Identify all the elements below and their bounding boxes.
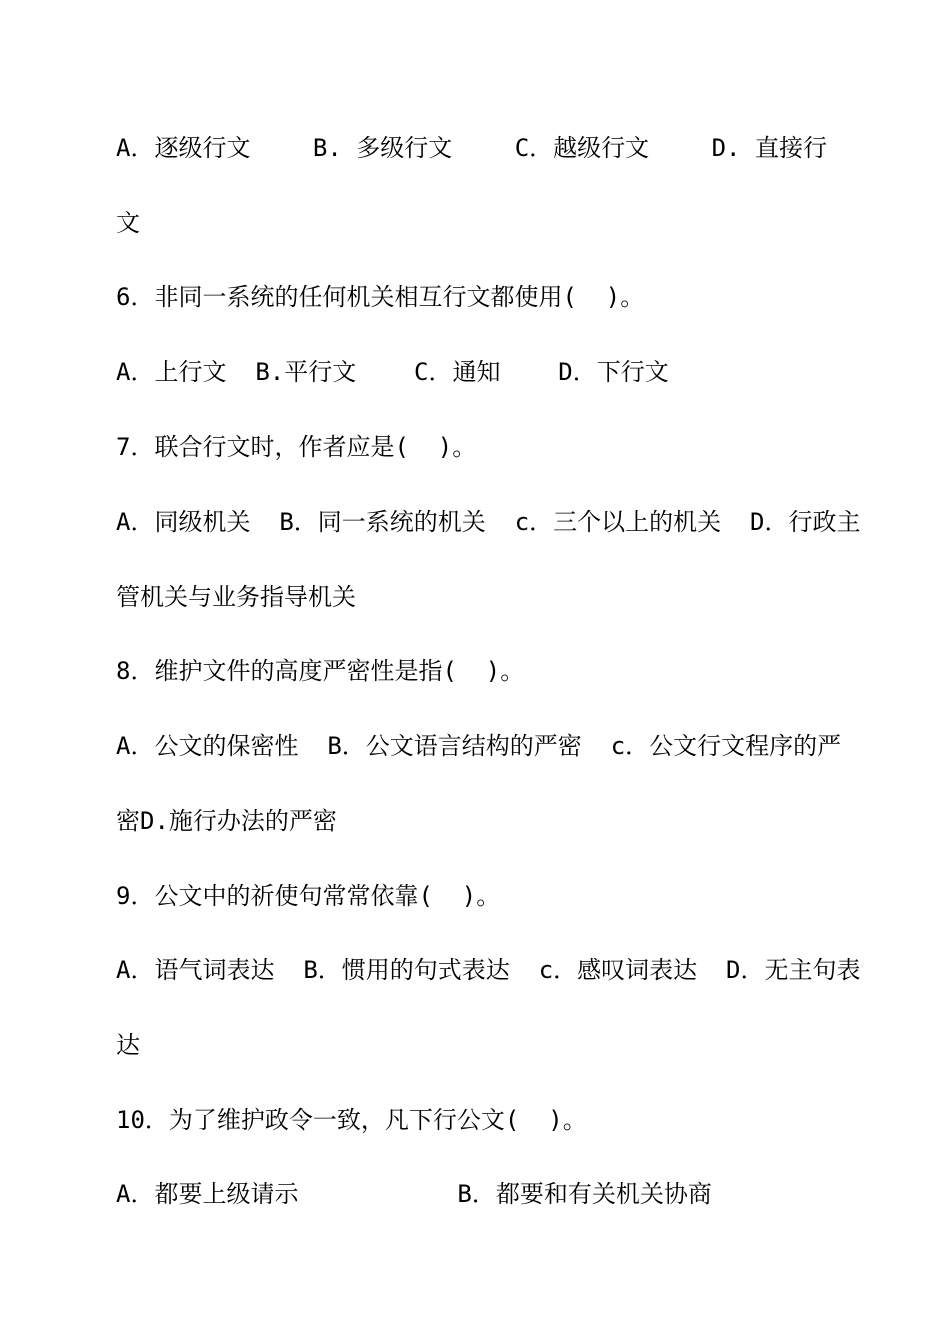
q8-options-line-2: 密D.施行办法的严密: [116, 807, 337, 835]
q5-options-line-1: A．逐级行文 B. 多级行文 C．越级行文 D. 直接行: [116, 134, 827, 162]
question-9: 9．公文中的祈使句常常依靠( )。: [116, 882, 501, 910]
q10-options: A．都要上级请示 B．都要和有关机关协商: [116, 1180, 712, 1208]
q6-options: A．上行文 B.平行文 C．通知 D．下行文: [116, 358, 669, 386]
q5-options-line-2: 文: [116, 209, 140, 237]
q7-options-line-1: A．同级机关 B．同一系统的机关 c．三个以上的机关 D．行政主: [116, 508, 861, 536]
q7-options-line-2: 管机关与业务指导机关: [116, 583, 356, 611]
q8-options-line-1: A．公文的保密性 B．公文语言结构的严密 c．公文行文程序的严: [116, 732, 842, 760]
q9-options-line-1: A．语气词表达 B．惯用的句式表达 c．感叹词表达 D．无主句表: [116, 956, 861, 984]
q9-options-line-2: 达: [116, 1031, 140, 1059]
question-10: 10．为了维护政令一致，凡下行公文( )。: [116, 1106, 587, 1134]
question-7: 7．联合行文时，作者应是( )。: [116, 433, 477, 461]
question-8: 8．维护文件的高度严密性是指( )。: [116, 657, 525, 685]
question-6: 6．非同一系统的任何机关相互行文都使用( )。: [116, 283, 645, 311]
